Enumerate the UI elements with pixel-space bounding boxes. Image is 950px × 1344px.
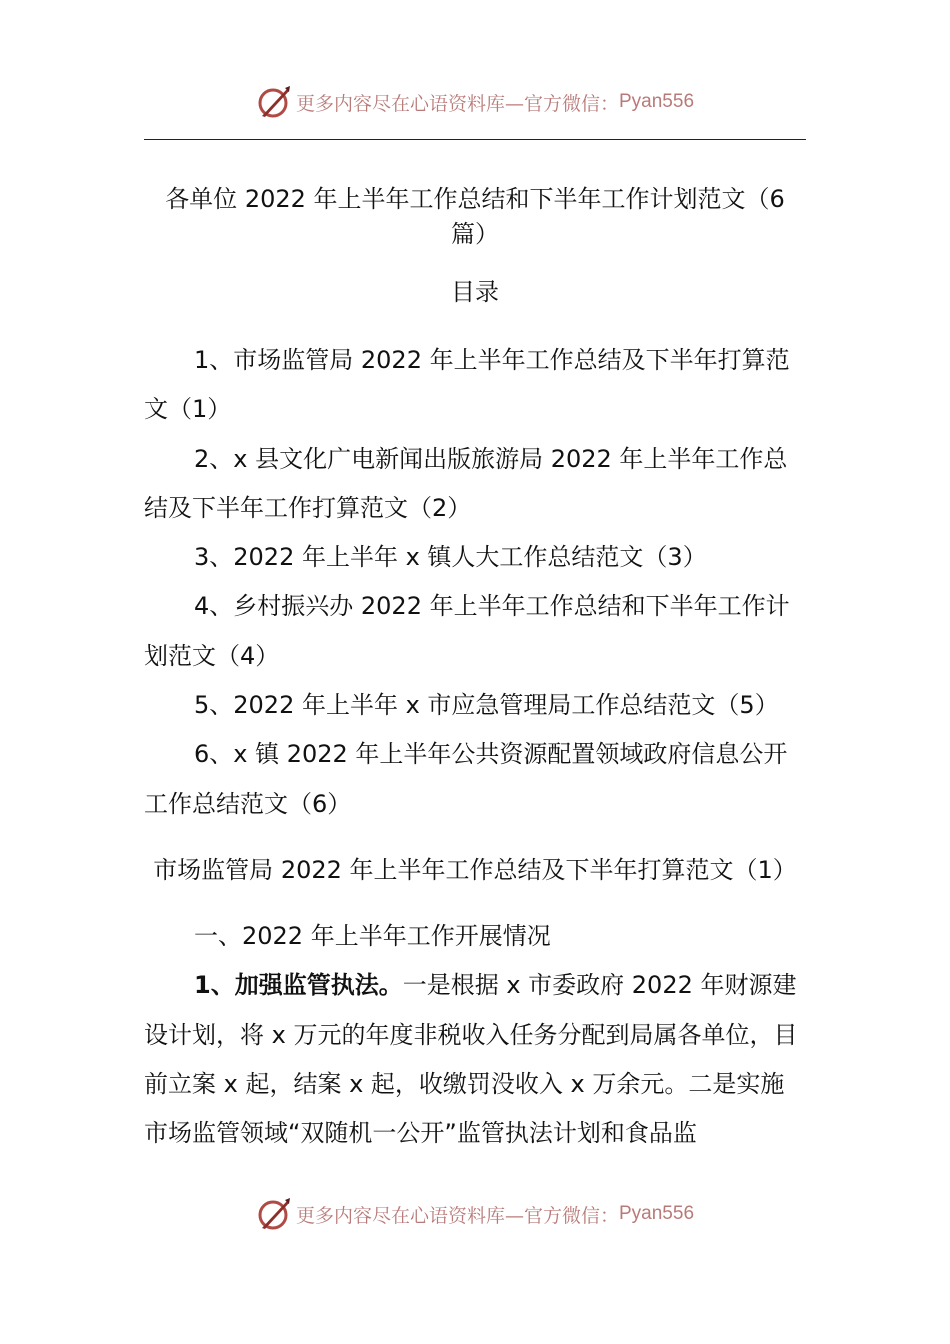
header-wechat-id: Pyan556 (619, 91, 695, 112)
header-rule (144, 139, 806, 140)
body-paragraph (144, 961, 806, 1158)
document-body (144, 182, 806, 1158)
toc-item-6: 6、x 镇 2022 年上半年公共资源配置领域政府信息公开工作总结范文（6） (144, 740, 788, 818)
toc-heading: 目录 (451, 278, 499, 306)
footer-watermark-text: 更多内容尽在心语资料库—官方微信： (295, 1204, 619, 1227)
section-subheading: 一、2022 年上半年工作开展情况 (194, 921, 551, 950)
toc-item-2: 2、x 县文化广电新闻出版旅游局 2022 年上半年工作总结及下半年工作打算范文（2） (144, 444, 788, 522)
toc-item-4: 4、乡村振兴办 2022 年上半年工作总结和下半年工作计划范文（4） (144, 592, 790, 670)
header-watermark-text: 更多内容尽在心语资料库—官方微信： (295, 92, 619, 115)
brush-logo-icon (256, 1196, 292, 1232)
toc-item-1: 1、市场监管局 2022 年上半年工作总结及下半年打算范文（1） (144, 346, 790, 424)
document-title: 各单位 2022 年上半年工作总结和下半年工作计划范文（6 篇） (165, 185, 785, 248)
paragraph-lead: 1、加强监管执法。 (194, 971, 403, 1000)
footer-wechat-id: Pyan556 (619, 1203, 695, 1224)
page-footer (0, 1194, 950, 1234)
paragraph-text: 一是根据 x 市委政府 2022 年财源建设计划，将 x 万元的年度非税收入任务分配到局属各单位，目前立案 x 起，结案 x 起，收缴罚没收入 x 万余元。二是实施市场监管领域“双随机一公开”监管执法计划和食品监 (144, 971, 798, 1148)
page-header (0, 82, 950, 122)
brush-logo-icon (256, 84, 292, 120)
toc-item-5: 5、2022 年上半年 x 市应急管理局工作总结范文（5） (194, 691, 779, 720)
section-title: 市场监管局 2022 年上半年工作总结及下半年打算范文（1） (153, 855, 797, 884)
toc-item-3: 3、2022 年上半年 x 镇人大工作总结范文（3） (194, 543, 707, 572)
